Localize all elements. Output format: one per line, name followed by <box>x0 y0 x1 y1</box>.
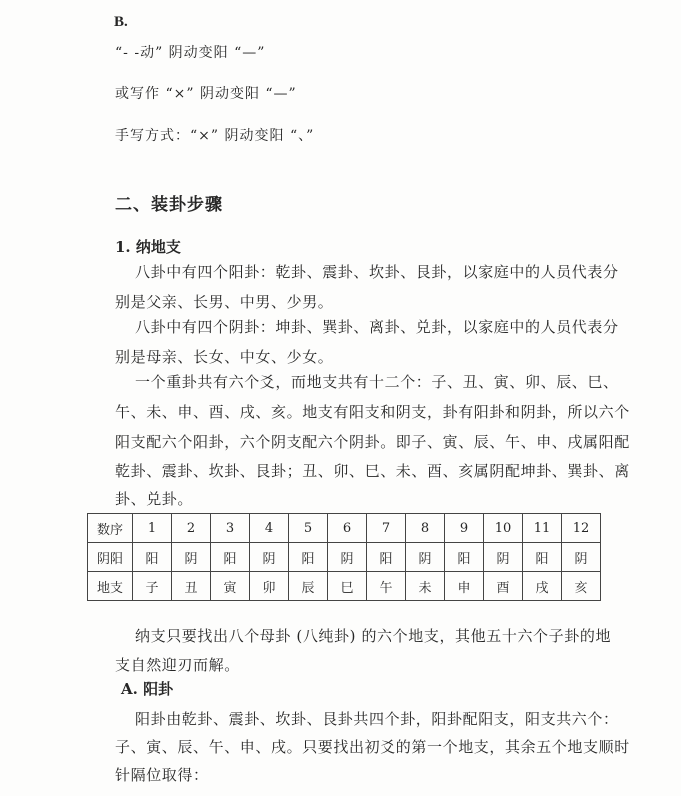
table-cell: 4 <box>250 514 289 543</box>
paragraph-1-line-2: 别是父亲、长男、中男、少男。 <box>115 293 334 311</box>
table-cell: 辰 <box>289 572 328 601</box>
paragraph-1-line-1: 八卦中有四个阳卦：乾卦、震卦、坎卦、艮卦，以家庭中的人员代表分 <box>135 263 619 281</box>
section-b-label: B. <box>114 14 128 30</box>
table-cell: 阴 <box>484 543 523 572</box>
table-cell: 阳 <box>133 543 172 572</box>
section-title: 二、装卦步骤 <box>115 195 223 215</box>
table-cell: 亥 <box>562 572 601 601</box>
table-cell: 阳 <box>211 543 250 572</box>
paragraph-3-line-5: 卦、兑卦。 <box>115 490 194 508</box>
paragraph-3-line-1: 一个重卦共有六个爻，而地支共有十二个：子、丑、寅、卯、辰、巳、 <box>135 373 619 391</box>
row-label: 阴阳 <box>88 543 133 572</box>
yin-moving-line-3: 手写方式：“×” 阴动变阳 “、” <box>115 128 315 144</box>
subsection-title-na-dizhi: 1. 纳地支 <box>115 238 181 256</box>
paragraph-3-line-3: 阳支配六个阳卦，六个阴支配六个阴卦。即子、寅、辰、午、申、戌属阳配 <box>115 433 630 451</box>
paragraph-5-line-2: 子、寅、辰、午、申、戌。只要找出初爻的第一个地支，其余五个地支顺时 <box>115 738 630 756</box>
table-cell: 酉 <box>484 572 523 601</box>
table-cell: 10 <box>484 514 523 543</box>
table-cell: 阴 <box>328 543 367 572</box>
table-cell: 阴 <box>172 543 211 572</box>
paragraph-2-line-2: 别是母亲、长女、中女、少女。 <box>115 348 334 366</box>
paragraph-3-line-2: 午、未、申、酉、戌、亥。地支有阳支和阴支，卦有阳卦和阴卦，所以六个 <box>115 403 630 421</box>
table-row-order <box>88 514 601 543</box>
table-cell: 寅 <box>211 572 250 601</box>
row-label: 数序 <box>88 514 133 543</box>
table-row-yinyang <box>88 543 601 572</box>
table-cell: 午 <box>367 572 406 601</box>
table-cell: 巳 <box>328 572 367 601</box>
table-cell: 6 <box>328 514 367 543</box>
table-cell: 阴 <box>406 543 445 572</box>
table-cell: 丑 <box>172 572 211 601</box>
dizhi-table <box>87 513 601 601</box>
table-cell: 1 <box>133 514 172 543</box>
table-cell: 未 <box>406 572 445 601</box>
paragraph-4-line-1: 纳支只要找出八个母卦 (八纯卦) 的六个地支，其他五十六个子卦的地 <box>135 627 612 645</box>
table-cell: 阴 <box>250 543 289 572</box>
table-cell: 戌 <box>523 572 562 601</box>
yin-moving-line-2: 或写作 “×” 阴动变阳 “—” <box>115 86 297 102</box>
yin-moving-line-1: “- -动” 阴动变阳 “—” <box>115 45 266 61</box>
table-row-dizhi <box>88 572 601 601</box>
paragraph-5-line-1: 阳卦由乾卦、震卦、坎卦、艮卦共四个卦，阳卦配阳支，阳支共六个： <box>135 710 619 728</box>
table-cell: 12 <box>562 514 601 543</box>
row-label: 地支 <box>88 572 133 601</box>
table-cell: 阳 <box>289 543 328 572</box>
table-cell: 阳 <box>523 543 562 572</box>
subsection-title-yang-gua: A. 阳卦 <box>121 680 174 698</box>
table-cell: 子 <box>133 572 172 601</box>
table-cell: 阴 <box>562 543 601 572</box>
table-cell: 申 <box>445 572 484 601</box>
table-cell: 7 <box>367 514 406 543</box>
paragraph-2-line-1: 八卦中有四个阴卦：坤卦、巽卦、离卦、兑卦，以家庭中的人员代表分 <box>135 318 619 336</box>
table-cell: 2 <box>172 514 211 543</box>
paragraph-3-line-4: 乾卦、震卦、坎卦、艮卦；丑、卯、巳、未、酉、亥属阴配坤卦、巽卦、离 <box>115 462 630 480</box>
paragraph-4-line-2: 支自然迎刃而解。 <box>115 656 240 674</box>
table-cell: 卯 <box>250 572 289 601</box>
table-cell: 阳 <box>367 543 406 572</box>
table-cell: 8 <box>406 514 445 543</box>
table-cell: 阳 <box>445 543 484 572</box>
table-cell: 5 <box>289 514 328 543</box>
table-cell: 3 <box>211 514 250 543</box>
table-cell: 9 <box>445 514 484 543</box>
table-cell: 11 <box>523 514 562 543</box>
paragraph-5-line-3: 针隔位取得： <box>115 766 209 784</box>
